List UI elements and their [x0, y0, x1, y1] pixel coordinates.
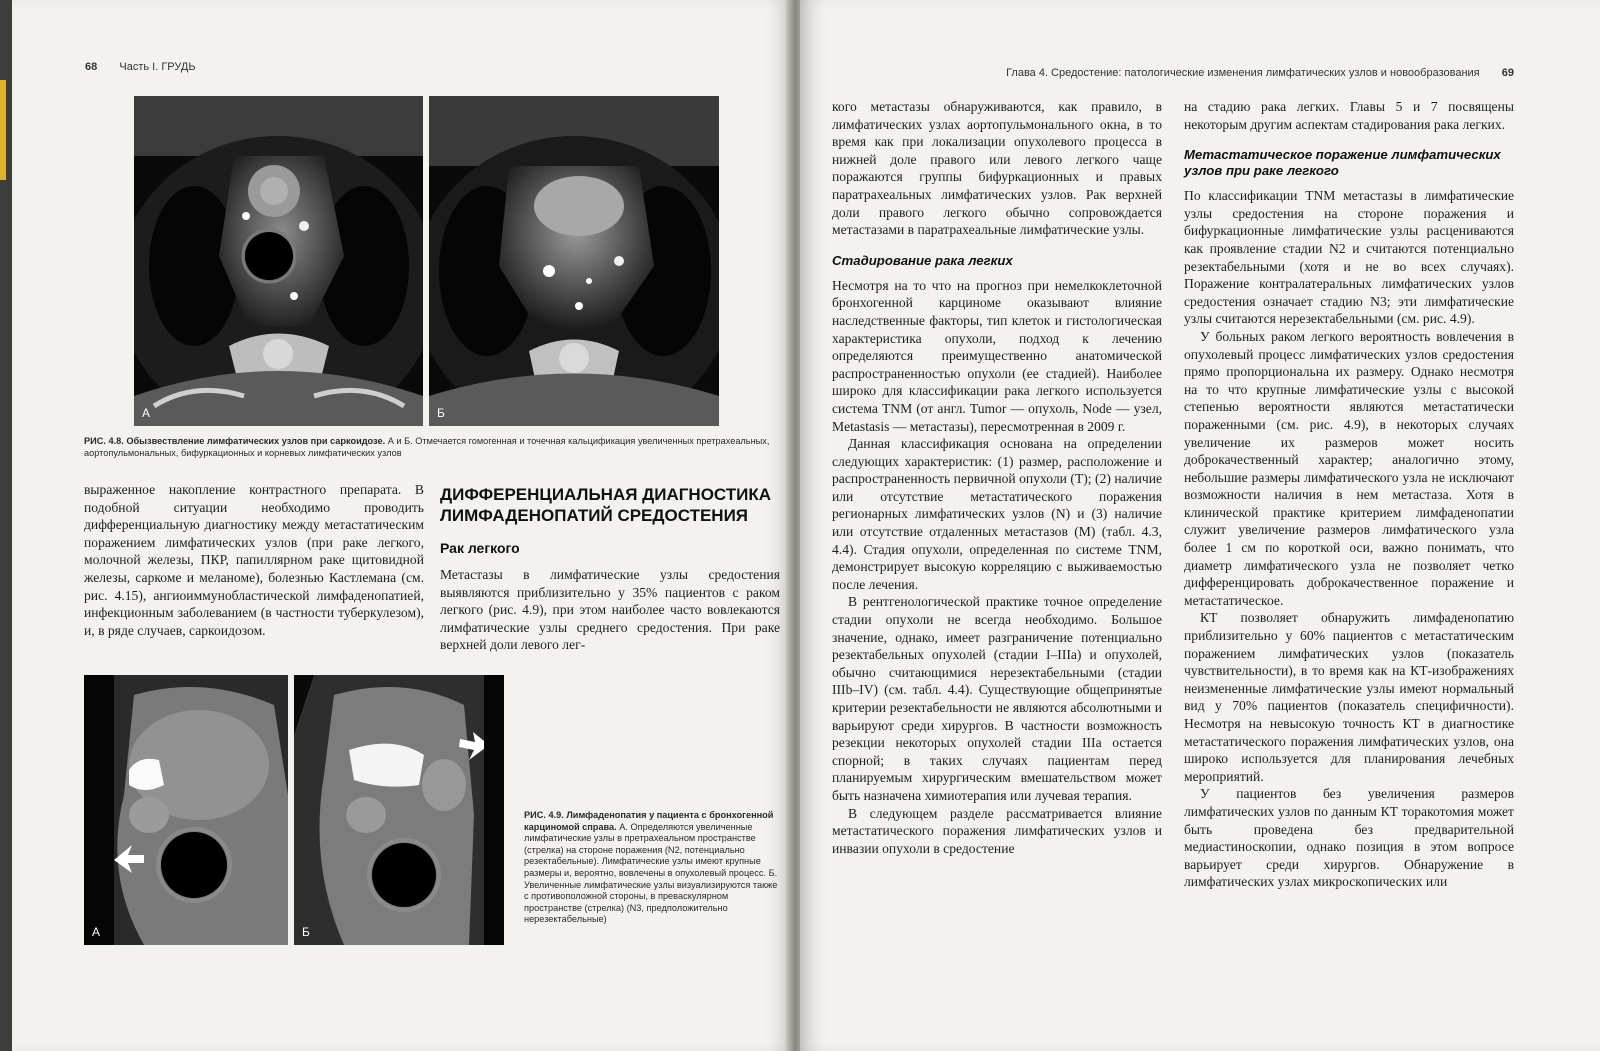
section-heading: [440, 484, 790, 526]
right-col2-paragraph-3: У больных раком легкого вероятность вовлечения в опухолевый процесс лимфатических узлов средостения прямо пропорциональна их размеру. Однако несмотря на то что крупные лимфатические узлы с высокой степенью вероятности являются метастатически пораженными (см. рис. 4.9), в некоторых случаях увеличение их размеров может носить доброкачественный характер; аналогично этому, небольшие размеры лимфатического узла не исключают возможности наличия в нем метастаза. Хотя в клинической практике критерием лимфаденопатии служит увеличение размеров лимфатического узла более 1 см по короткой оси, важно понимать, что диаметр лимфатического узла не позволяет четко дифференцировать доброкачественное поражение и метастатическое.: [1184, 328, 1514, 608]
subsection-title: Рак легкого: [440, 540, 520, 556]
fig49-caption-title: РИС. 4.9. Лимфаденопатия у пациента с бронхогенной карциномой справа.: [524, 810, 774, 832]
right-col1-paragraph-4: В рентгенологической практике точное определение стадии опухоли не всегда необходимо. Большое значение, однако, имеет разграничение потенциально резектабельных опухолей (стадии I–IIIa) и опухолей, обычно считающимися нерезектабельными (стадии IIIb–IV) (см. табл. 4.4). Существующие общепринятые критерии резектабельности не являются абсолютными и варьируют среди хирургов. В частности возможность резекции некоторых опухолей стадии IIIa остается спорной; в таких случаях пациентам перед планируемым хирургическим вмешательством может быть назначена химиотерапия или лучевая терапия.: [832, 594, 1162, 803]
fig48-caption-title: РИС. 4.8. Обызвествление лимфатических узлов при саркоидозе.: [84, 436, 386, 446]
left-page: [12, 0, 792, 1051]
right-col2-heading-line-2: узлов при раке легкого: [1184, 163, 1339, 179]
left-column-2-text: [440, 566, 780, 654]
bookmark-tab: [0, 80, 6, 180]
fig49-ct-image-b: [294, 675, 504, 945]
right-column-2-text: [1184, 98, 1514, 891]
section-title-line-1: ДИФФЕРЕНЦИАЛЬНАЯ ДИАГНОСТИКА: [440, 485, 772, 504]
right-col1-heading: Стадирование рака легких: [832, 252, 1013, 268]
fig49-label-a: А: [92, 925, 101, 939]
fig49-label-b: Б: [302, 925, 310, 939]
left-col2-paragraph: Метастазы в лимфатические узлы средостения выявляются приблизительно у 35% пациентов с раком легкого (рис. 4.9), при этом наиболее часто вовлекаются лимфатические узлы среднего средостения. При раке верхней доли левого лег-: [440, 567, 780, 653]
right-col2-paragraph-2: По классификации TNM метастазы в лимфатические узлы средостения на стороне поражения и бифуркационные лимфатические узлы расцениваются как проявление стадии N2 и считаются потенциально резектабельными (хотя и не во всех случаях). Поражение контралатеральных лимфатических узлов средостения означает стадию N3; эти лимфатические узлы считаются нерезектабельными (см. рис. 4.9).: [1184, 188, 1514, 327]
right-col2-paragraph-4: КТ позволяет обнаружить лимфаденопатию приблизительно у 60% пациентов с метастатическим поражением лимфатических узлов (показатель чувствительности), в то время как на КТ-изображениях неизмененные лимфатические узлы имеют нормальный вид у 70% пациентов (показатель специфичности). Несмотря на невысокую точность КТ в диагностике метастатического поражения лимфатических узлов, она широко используется для планирования лечебных мероприятий.: [1184, 610, 1514, 784]
fig48-label-b: Б: [437, 406, 445, 420]
section-title-line-2: ЛИМФАДЕНОПАТИЙ СРЕДОСТЕНИЯ: [440, 506, 749, 525]
right-running-head: Глава 4. Средостение: патологические изменения лимфатических узлов и новообразования: [1006, 67, 1480, 79]
subsection-heading: [440, 540, 520, 556]
fig48-caption: [84, 436, 782, 459]
right-col2-heading-line-1: Метастатическое поражение лимфатических: [1184, 147, 1501, 163]
left-col1-paragraph: выраженное накопление контрастного препарата. В подобной ситуации необходимо проводить дифференциальную диагностику между метастатическим поражением лимфатических узлов (при раке легкого, молочной железы, ПКР, папиллярном раке щитовидной железы, саркоме и меланоме), болезнью Кастлемана (см. рис. 4.15), ангиоиммунобластической лимфаденопатией, инфекционным заболеванием (в частности туберкулезом), и, в ряде случаев, саркоидозом.: [84, 482, 424, 638]
left-page-header: [85, 61, 196, 73]
right-col1-paragraph-2: Несмотря на то что на прогноз при немелкоклеточной бронхогенной карциноме оказывают влияние наследственные факторы, тип клеток и гистологическая характеристика опухоли, подход к лечению определяются преимущественно анатомической распространенностью опухоли (ее стадией). Наиболее широко для классификации рака легкого используется система TNM (от англ. Tumor — опухоль, Node — узел, Metastasis — метастазы), пересмотренная в 2009 г.: [832, 277, 1162, 434]
fig49-caption: [524, 810, 778, 926]
fig49-caption-text: А. Определяются увеличенные лимфатические узлы в претрахеальном пространстве (стрелка) на стороне поражения (N2, потенциально резектабельные). Лимфатические узлы имеют крупные размеры и, вероятно, вовлечены в опухолевый процесс. Б. Увеличенные лимфатические узлы визуализируются также с противоположной стороны, в превaскулярном пространстве (стрелка) (N3, предположительно нерезектабельные): [524, 821, 778, 925]
right-col1-paragraph-1: кого метастазы обнаруживаются, как правило, в лимфатических узлах аортопульмонального окна, в то время как при локализации опухолевого процесса в нижней доле правого или левого легкого чаще поражаются группы бифуркационных и правых паратрахеальных лимфатических узлов. Рак верхней доли правого легкого обычно сопровождается метастазами в паратрахеальные лимфатические узлы.: [832, 99, 1162, 238]
right-col2-paragraph-5: У пациентов без увеличения размеров лимфатических узлов по данным КТ торакотомия может быть проведена без предварительной медиастиноскопии, однако позиция в этом вопросе варьирует среди хирургов. Обнаружение в лимфатических узлах микроскопических или: [1184, 786, 1514, 890]
right-col2-paragraph-1: на стадию рака легких. Главы 5 и 7 посвящены некоторым другим аспектам стадирования рака легких.: [1184, 99, 1514, 132]
right-page: [800, 0, 1600, 1051]
right-page-header: [1006, 67, 1514, 79]
left-running-head: Часть I. ГРУДЬ: [119, 61, 196, 73]
fig48-ct-image-a: [134, 96, 423, 426]
fig48-ct-image-b: [429, 96, 719, 426]
fig49-ct-image-a: [84, 675, 288, 945]
right-page-number: 69: [1501, 67, 1514, 79]
right-col1-paragraph-3: Данная классификация основана на определении следующих характеристик: (1) размер, расположение и распространенность первичной опухоли (T); (2) наличие или отсутствие метастатического поражения регионарных лимфатических узлов (N) и (3) наличие или отсутствие отдаленных метастазов (M) (табл. 4.3, 4.4). Стадия опухоли, определенная по системе TNM, демонстрирует высокую корреляцию с выживаемостью после лечения.: [832, 436, 1162, 592]
left-column-1-text: [84, 481, 424, 639]
right-col1-paragraph-5: В следующем разделе рассматривается влияние метастатического поражения лимфатических узлов и инвазии опухоли в средостение: [832, 805, 1162, 856]
right-col2-heading: [1184, 147, 1514, 179]
fig48-label-a: А: [142, 406, 151, 420]
left-page-number: 68: [85, 61, 98, 73]
fig48-caption-text: А и Б. Отмечается гомогенная и точечная кальцификация увеличенных претрахеальных, аортопульмональных, бифуркационных и корневых лимфатических узлов: [84, 436, 770, 458]
right-column-1-text: [832, 98, 1162, 857]
